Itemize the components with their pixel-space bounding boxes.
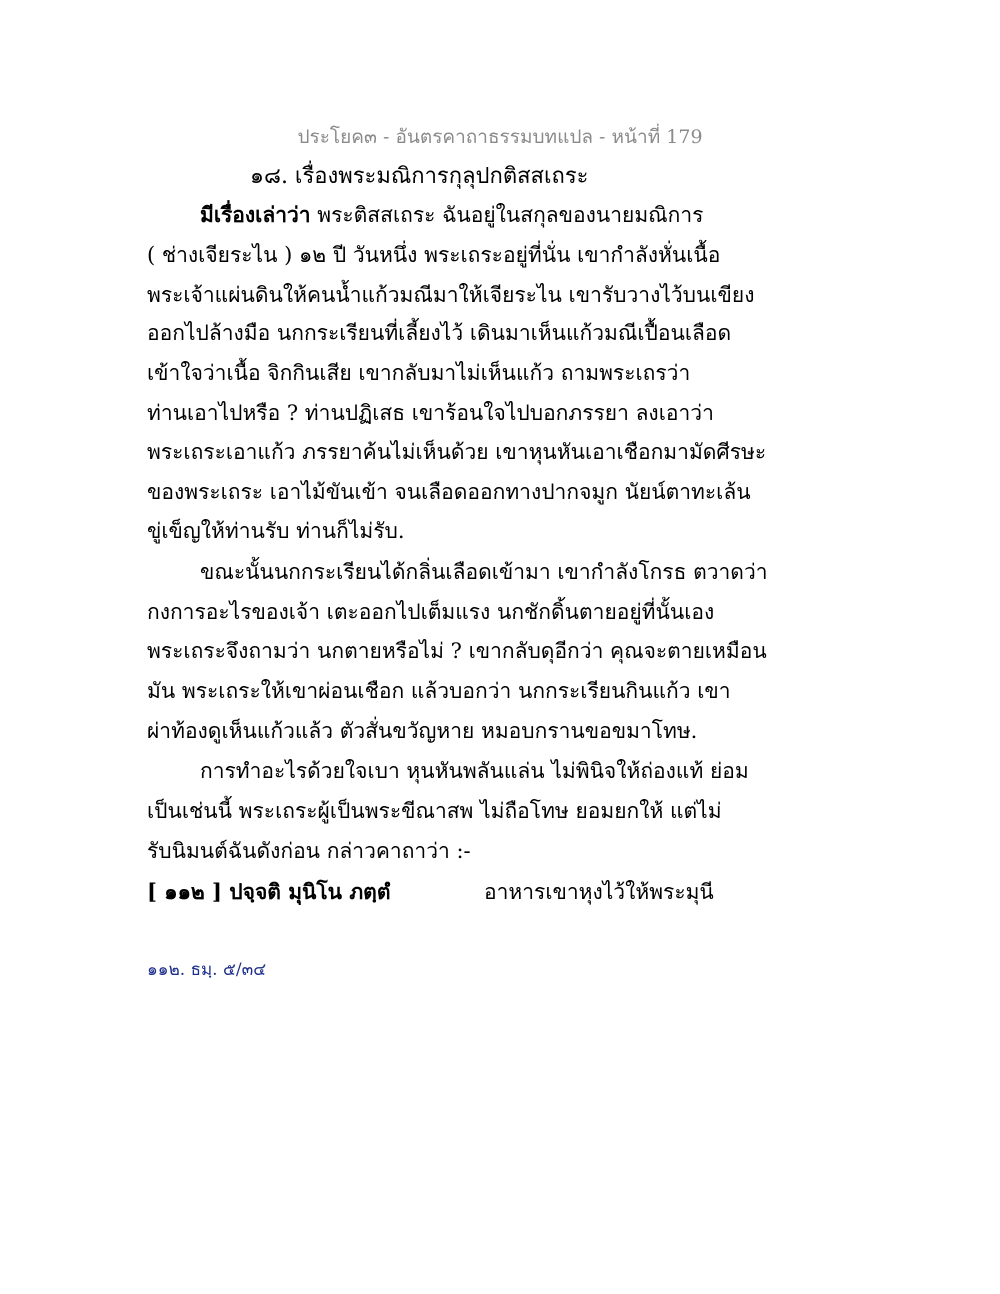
paragraph-line: เข้าใจว่าเนื้อ จิกกินเสีย เขากลับมาไม่เห็นแก้ว ถามพระเถรว่า <box>147 361 691 385</box>
verse-thai: อาหารเขาหุงไว้ให้พระมุนี <box>484 880 714 904</box>
paragraph-line: พระเถระจึงถามว่า นกตายหรือไม่ ? เขากลับดุอีกว่า คุณจะตายเหมือน <box>147 639 767 663</box>
paragraph-line <box>200 200 703 230</box>
story-title: ๑๘. เรื่องพระมณิการกุลุปกติสสเถระ <box>250 164 589 189</box>
lead-label: มีเรื่องเล่าว่า <box>200 202 311 227</box>
footnote: ๑๑๒. ธมฺ. ๕/๓๔ <box>147 960 267 980</box>
line-text: พระติสสเถระ ฉันอยู่ในสกุลของนายมณิการ <box>310 203 704 227</box>
paragraph-line: กงการอะไรของเจ้า เตะออกไปเต็มแรง นกชักดิ้นตายอยู่ที่นั้นเอง <box>147 600 715 624</box>
paragraph-line: ออกไปล้างมือ นกกระเรียนที่เลี้ยงไว้ เดินมาเห็นแก้วมณีเปื้อนเลือด <box>147 321 732 345</box>
paragraph-line: การทำอะไรด้วยใจเบา หุนหันพลันแล่น ไม่พินิจให้ถ่องแท้ ย่อม <box>200 759 749 783</box>
paragraph-line: รับนิมนต์ฉันดังก่อน กล่าวคาถาว่า :- <box>147 839 471 863</box>
paragraph-line: ขู่เข็ญให้ท่านรับ ท่านก็ไม่รับ. <box>147 519 405 543</box>
paragraph-line: ผ่าท้องดูเห็นแก้วแล้ว ตัวสั่นขวัญหาย หมอบกรานขอขมาโทษ. <box>147 719 698 743</box>
verse-pali: [ ๑๑๒ ] ปจฺจติ มุนิโน ภตฺตํ <box>147 879 391 904</box>
running-header: ประโยค๓ - อันตรคาถาธรรมบทแปล - หน้าที่ 179 <box>297 126 703 148</box>
paragraph-line: ( ช่างเจียระไน ) ๑๒ ปี วันหนึ่ง พระเถระอยู่ที่นั่น เขากำลังหั่นเนื้อ <box>147 243 721 267</box>
paragraph-line: ของพระเถระ เอาไม้ขันเข้า จนเลือดออกทางปากจมูก นัยน์ตาทะเล้น <box>147 480 751 504</box>
paragraph-line: พระเถระเอาแก้ว ภรรยาค้นไม่เห็นด้วย เขาหุนหันเอาเชือกมามัดศีรษะ <box>147 440 767 464</box>
paragraph-line: ขณะนั้นนกกระเรียนได้กลิ่นเลือดเข้ามา เขากำลังโกรธ ตวาดว่า <box>200 560 768 584</box>
paragraph-line: มัน พระเถระให้เขาผ่อนเชือก แล้วบอกว่า นกกระเรียนกินแก้ว เขา <box>147 679 731 703</box>
paragraph-line: เป็นเช่นนี้ พระเถระผู้เป็นพระขีณาสพ ไม่ถือโทษ ยอมยกให้ แต่ไม่ <box>147 799 722 823</box>
paragraph-line: ท่านเอาไปหรือ ? ท่านปฏิเสธ เขาร้อนใจไปบอกภรรยา ลงเอาว่า <box>147 401 714 425</box>
paragraph-line: พระเจ้าแผ่นดินให้คนน้ำแก้วมณีมาให้เจียระไน เขารับวางไว้บนเขียง <box>147 283 755 307</box>
